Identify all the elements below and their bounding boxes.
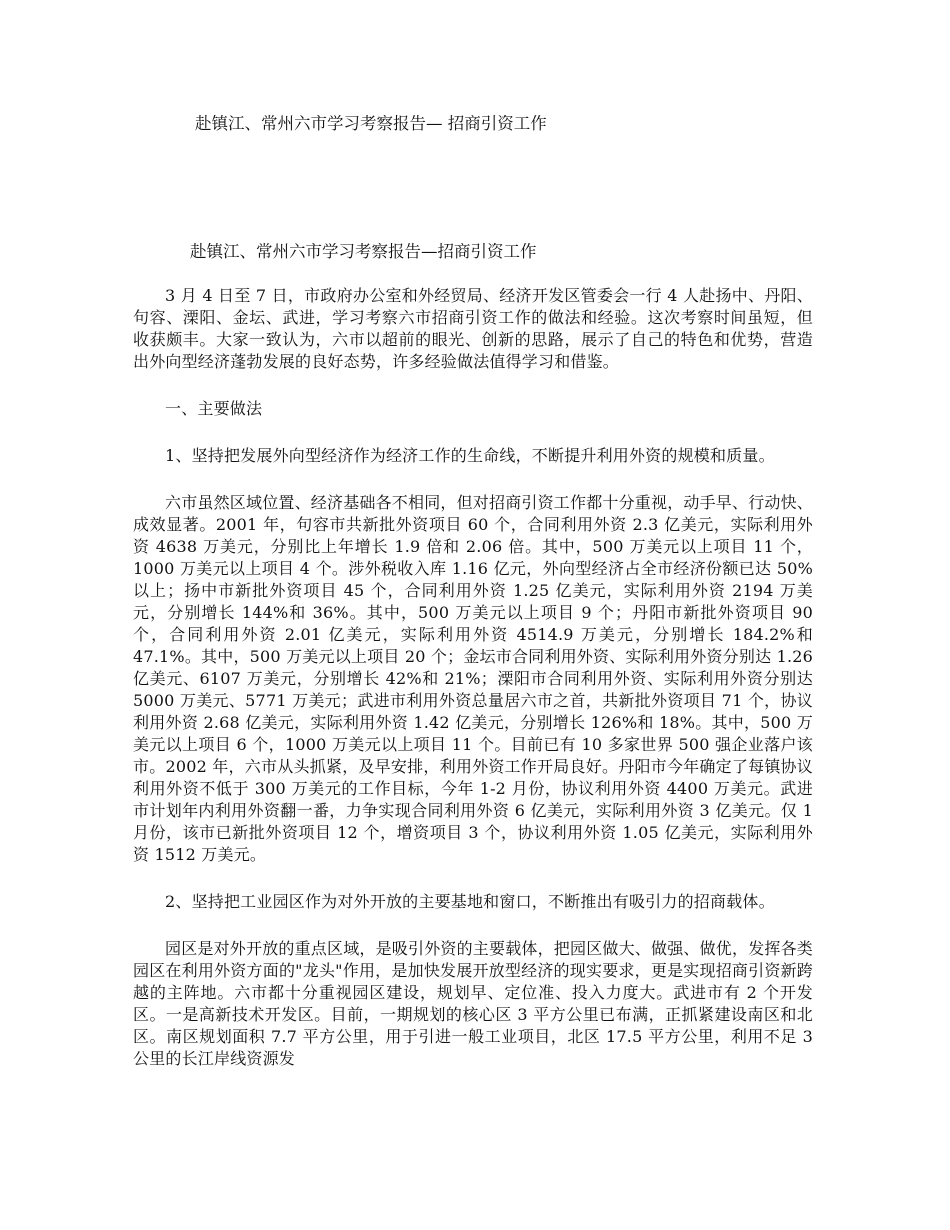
point-2-heading: 2、坚持把工业园区作为对外开放的主要基地和窗口，不断推出有吸引力的招商载体。: [165, 892, 775, 911]
section-heading-main-practices: 一、主要做法: [165, 399, 263, 418]
document-title: 赴镇江、常州六市学习考察报告— 招商引资工作: [195, 114, 547, 133]
intro-paragraph: 3 月 4 日至 7 日，市政府办公室和外经贸局、经济开发区管委会一行 4 人赴扬中、丹阳、句容、溧阳、金坛、武进，学习考察六市招商引资工作的做法和经验。这次考察时间虽短，但收获颇丰。大家一致认为，六市以超前的眼光、创新的思路，展示了自己的特色和优势，营造出外向型经济蓬勃发展的良好态势，许多经验做法值得学习和借鉴。: [133, 286, 813, 371]
document-body: [133, 285, 813, 1095]
point-1-heading: 1、坚持把发展外向型经济作为经济工作的生命线，不断提升利用外资的规模和质量。: [165, 446, 775, 465]
point-2-details-paragraph: 园区是对外开放的重点区域，是吸引外资的主要载体，把园区做大、做强、做优，发挥各类园区在利用外资方面的"龙头"作用，是加快发展开放型经济的现实要求，更是实现招商引资新跨越的主阵地。六市都十分重视园区建设，规划早、定位准、投入力度大。武进市有 2 个开发区。一是高新技术开发区。目前，一期规划的核心区 3 平方公里已布满，正抓紧建设南区和北区。南区规划面积 7.7 平方公里，用于引进一般工业项目，北区 17.5 平方公里，利用不足 3 公里的长江岸线资源发: [133, 939, 814, 1068]
point-1-details-paragraph: 六市虽然区域位置、经济基础各不相同，但对招商引资工作都十分重视，动手早、行动快、成效显著。2001 年，句容市共新批外资项目 60 个，合同利用外资 2.3 亿美元，实际利用外资 4638 万美元，分别比上年增长 1.9 倍和 2.06 倍。其中，500 万美元以上项目 11 个，1000 万美元以上项目 4 个。涉外税收入库 1.16 亿元，外向型经济占全市经济份额已达 50%以上；扬中市新批外资项目 45 个，合同利用外资 1.25 亿美元，实际利用外资 2194 万美元，分别增长 144%和 36%。其中，500 万美元以上项目 9 个；丹阳市新批外资项目 90 个，合同利用外资 2.01 亿美元，实际利用外资 4514.9 万美元，分别增长 184.2%和 47.1%。其中，500 万美元以上项目 20 个；金坛市合同利用外资、实际利用外资分别达 1.26 亿美元、6107 万美元，分别增长 42%和 21%；溧阳市合同利用外资、实际利用外资分别达 5000 万美元、5771 万美元；武进市利用外资总量居六市之首，共新批外资项目 71 个，协议利用外资 2.68 亿美元，实际利用外资 1.42 亿美元，分别增长 126%和 18%。其中，500 万美元以上项目 6 个，1000 万美元以上项目 11 个。目前已有 10 多家世界 500 强企业落户该市。2002 年，六市从头抓紧，及早安排，利用外资工作开局良好。丹阳市今年确定了每镇协议利用外资不低于 300 万美元的工作目标，今年 1-2 月份，协议利用外资 4400 万美元。武进市计划年内利用外资翻一番，力争实现合同利用外资 6 亿美元，实际利用外资 3 亿美元。仅 1 月份，该市已新批外资项目 12 个，增资项目 3 个，协议利用外资 1.05 亿美元，实际利用外资 1512 万美元。: [133, 493, 814, 864]
document-subtitle: 赴镇江、常州六市学习考察报告—招商引资工作: [190, 242, 537, 261]
